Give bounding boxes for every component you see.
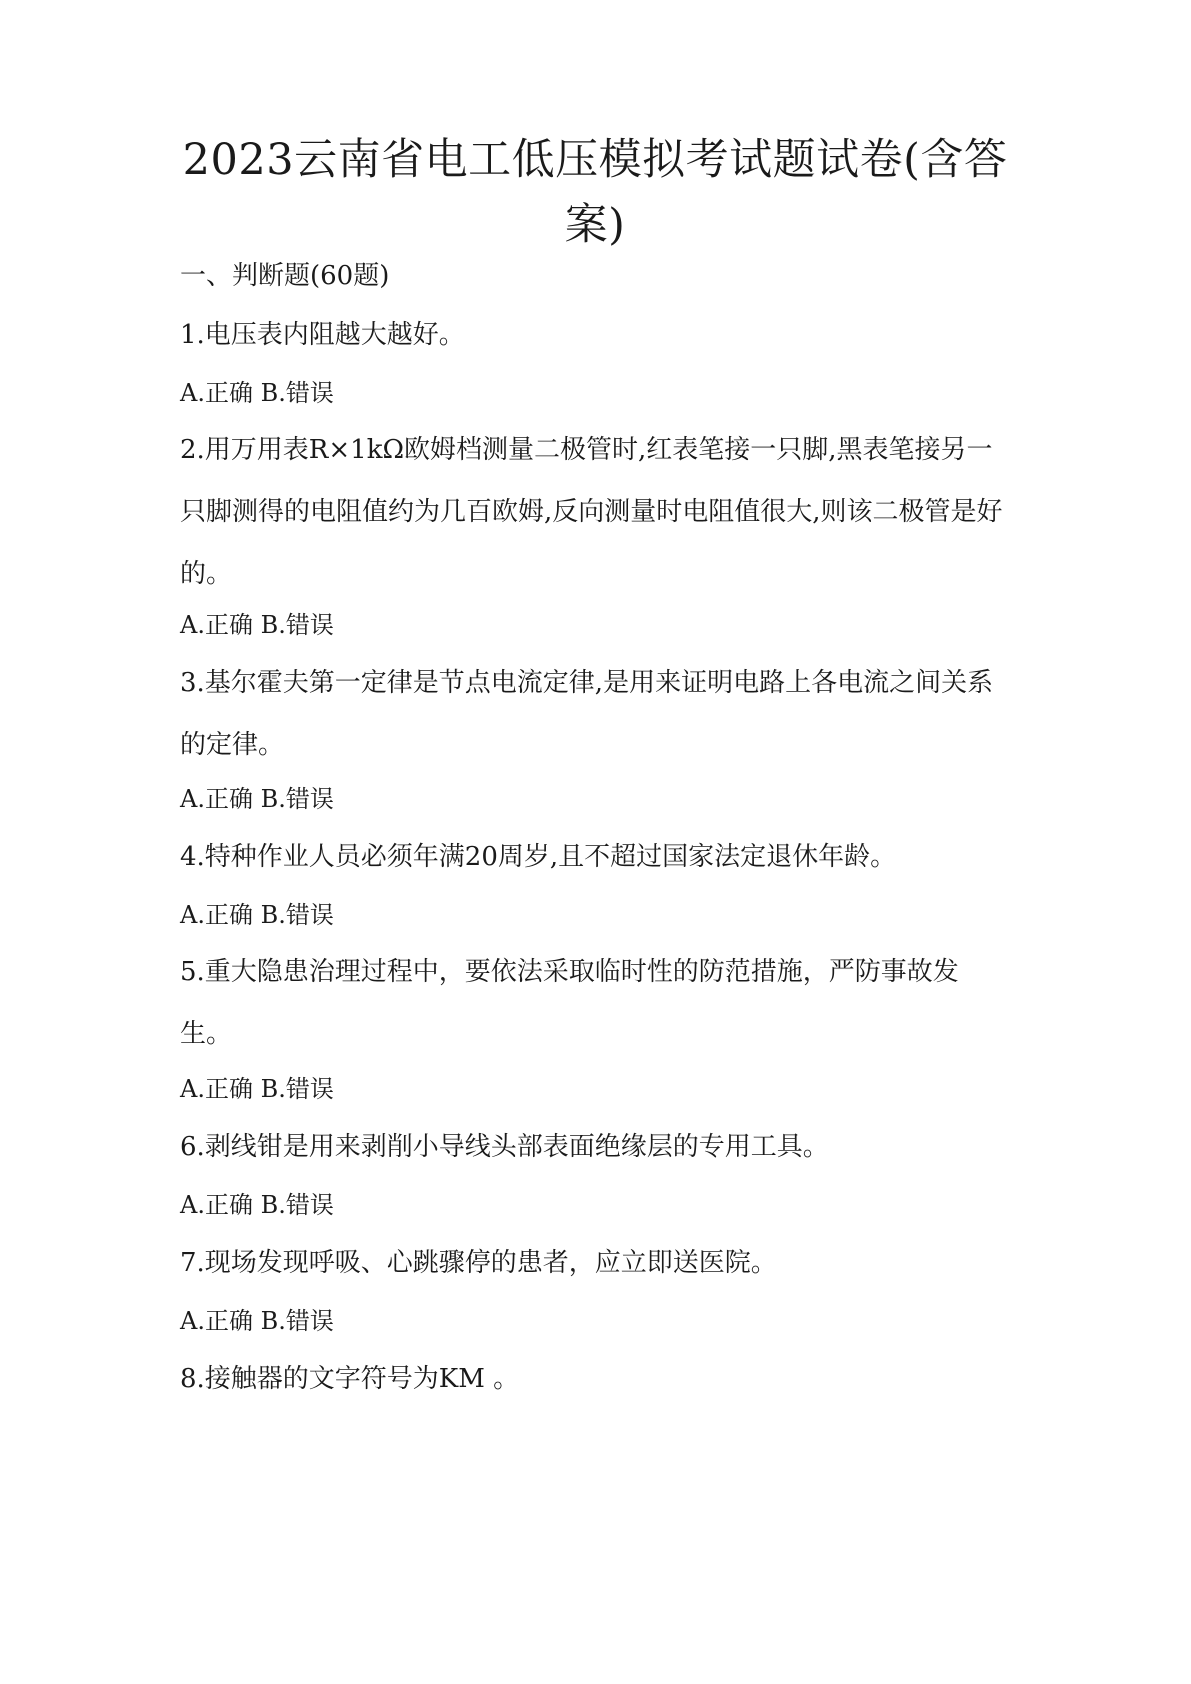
- question-1-text: 1.电压表内阻越大越好。: [180, 320, 465, 350]
- question-2-options: A.正确 B.错误: [180, 611, 334, 639]
- question-8-text: 8.接触器的文字符号为KM 。: [180, 1364, 520, 1394]
- question-2-text: 2.用万用表R×1kΩ欧姆档测量二极管时,红表笔接一只脚,黑表笔接另一只脚测得的电阻值约为几百欧姆,反向测量时电阻值很大,则该二极管是好的。: [180, 435, 1003, 589]
- question-7-text: 7.现场发现呼吸、心跳骤停的患者，应立即送医院。: [180, 1248, 777, 1278]
- question-5-options: A.正确 B.错误: [180, 1075, 334, 1103]
- question-6-text: 6.剥线钳是用来剥削小导线头部表面绝缘层的专用工具。: [180, 1132, 829, 1162]
- question-4-options: A.正确 B.错误: [180, 901, 334, 929]
- question-4-text: 4.特种作业人员必须年满20周岁,且不超过国家法定退休年龄。: [180, 842, 897, 872]
- document-title: 2023云南省电工低压模拟考试题试卷(含答案): [182, 135, 1008, 250]
- question-7-options: A.正确 B.错误: [180, 1307, 334, 1335]
- question-5-text: 5.重大隐患治理过程中，要依法采取临时性的防范措施，严防事故发生。: [180, 957, 959, 1049]
- question-3-text: 3.基尔霍夫第一定律是节点电流定律,是用来证明电路上各电流之间关系的定律。: [180, 668, 994, 760]
- question-3-options: A.正确 B.错误: [180, 785, 334, 813]
- question-1-options: A.正确 B.错误: [180, 379, 334, 407]
- section-heading: 一、判断题(60题): [180, 261, 390, 291]
- question-6-options: A.正确 B.错误: [180, 1191, 334, 1219]
